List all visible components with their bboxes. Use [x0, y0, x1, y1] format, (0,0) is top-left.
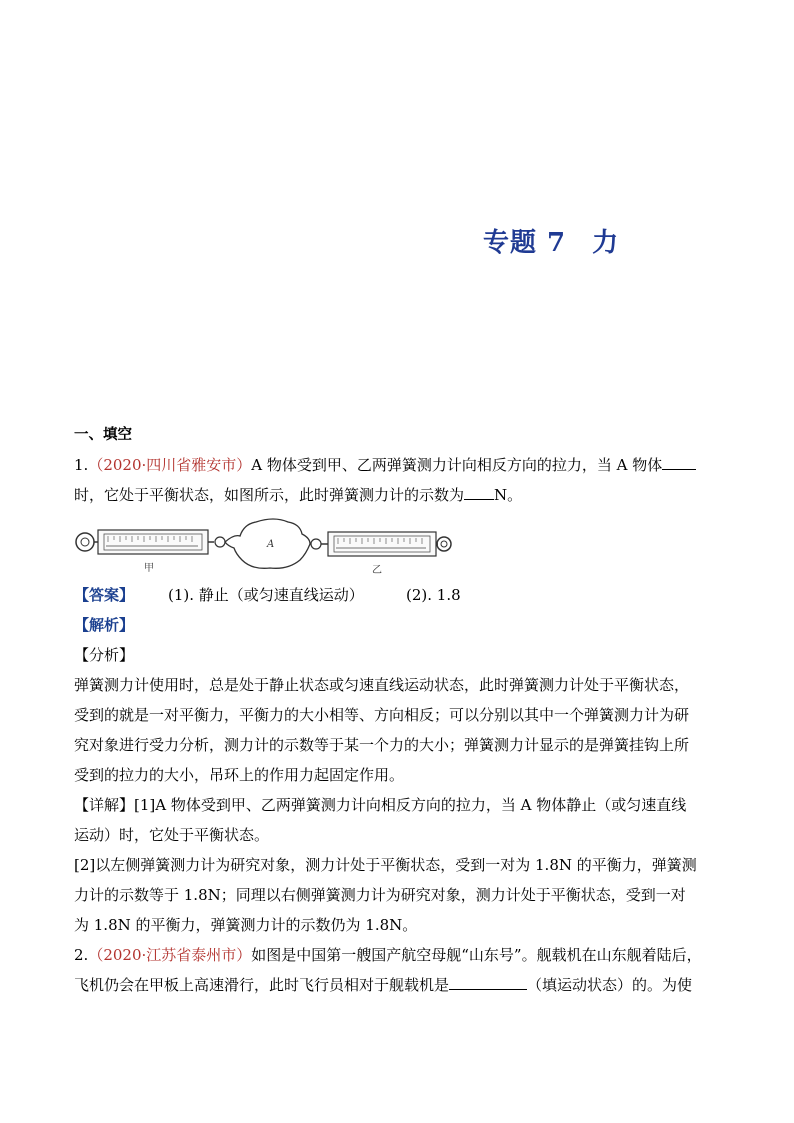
answer-tag: 【答案】: [74, 586, 135, 604]
q1-number: 1.: [74, 456, 89, 474]
q1-text-c: N。: [494, 486, 523, 504]
fenxi-line-2: 受到的就是一对平衡力，平衡力的大小相等、方向相反；可以分别以其中一个弹簧测力计为研: [74, 706, 690, 724]
section-heading: 一、填空: [74, 427, 132, 443]
q1-blank-2[interactable]: [464, 483, 494, 500]
spring-scale-figure: [74, 516, 454, 580]
q1-answer-line: [74, 580, 722, 610]
q2-text-b: 飞机仍会在甲板上高速滑行，此时飞行员相对于舰载机是: [74, 976, 450, 994]
label-center: A: [267, 539, 275, 550]
fenxi-line-4: 受到的拉力的大小，吊环上的作用力起固定作用。: [74, 766, 405, 784]
fenxi-line-3: 究对象进行受力分析，测力计的示数等于某一个力的大小；弹簧测力计显示的是弹簧挂钩上所: [74, 736, 690, 754]
detail-line-4: 力计的示数等于 1.8N；同理以右侧弹簧测力计为研究对象，测力计处于平衡状态，受到一对: [74, 886, 686, 904]
q2-text-c: （填运动状态）的。为使: [527, 976, 693, 994]
q2-line2: [74, 970, 722, 1000]
q1-text-a: A 物体受到甲、乙两弹簧测力计向相反方向的拉力，当 A 物体: [251, 456, 663, 474]
q1-line2: [74, 480, 722, 510]
page-title: [483, 222, 619, 259]
q2-line1: [74, 940, 722, 970]
q1-line1: [74, 450, 722, 480]
label-left: 甲: [144, 563, 154, 574]
document-body: [74, 420, 722, 1000]
label-right: 乙: [372, 565, 382, 576]
left-ring-icon: [76, 533, 94, 551]
detail-line-2: 运动）时，它处于平衡状态。: [74, 826, 270, 844]
q1-blank-1[interactable]: [662, 453, 696, 470]
detail-line-3: [2]以左侧弹簧测力计为研究对象，测力计处于平衡状态，受到一对为 1.8N 的平衡力，弹簧测: [74, 856, 697, 874]
q2-text-a: 如图是中国第一艘国产航空母舰“山东号”。舰载机在山东舰着陆后，: [251, 946, 702, 964]
title-sub: 力: [592, 228, 620, 258]
detail-tag: 【详解】: [74, 796, 135, 814]
fenxi-line-1: 弹簧测力计使用时，总是处于静止状态或匀速直线运动状态，此时弹簧测力计处于平衡状态，: [74, 676, 690, 694]
q1-text-b: 时，它处于平衡状态，如图所示，此时弹簧测力计的示数为: [74, 486, 465, 504]
q2-source: （2020·江苏省泰州市）: [88, 946, 252, 964]
detail-line-1: 【详解】[1]A 物体受到甲、乙两弹簧测力计向相反方向的拉力，当 A 物体静止（或匀速直线: [74, 796, 687, 814]
right-scale-body: [328, 532, 436, 556]
q2-blank-1[interactable]: [449, 973, 527, 990]
fenxi-tag: 【分析】: [74, 646, 135, 664]
q1-source: （2020·四川省雅安市）: [88, 456, 252, 474]
left-scale-body: [98, 530, 208, 554]
analysis-tag: 【解析】: [74, 616, 135, 634]
q2-number: 2.: [74, 946, 89, 964]
right-ring-icon: [437, 537, 451, 551]
detail-line-5: 为 1.8N 的平衡力，弹簧测力计的示数仍为 1.8N。: [74, 916, 418, 934]
title-main: 专题 7: [483, 228, 567, 258]
answer-1: (1). 静止（或匀速直线运动）: [168, 586, 364, 604]
answer-2: (2). 1.8: [406, 586, 461, 604]
